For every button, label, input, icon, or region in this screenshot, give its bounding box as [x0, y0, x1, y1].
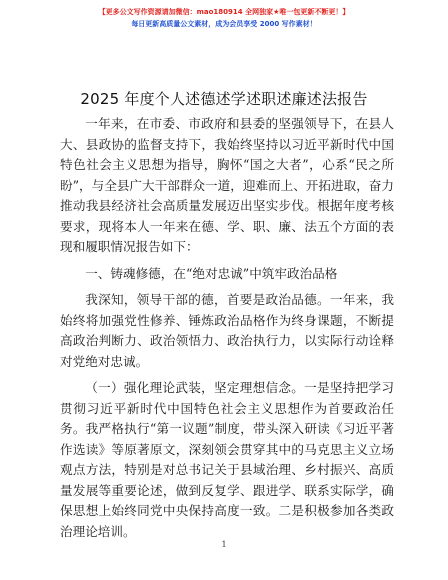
promo-banner-line-2: 每日更新高质量公文素材，成为会员享受 2000 写作素材！: [131, 20, 317, 28]
intro-paragraph: 一年来，在市委、市政府和县委的坚强领导下，在县人大、县政协的监督支持下，我始终坚持以习近平新时代中国特色社会主义思想为指导，胸怀“国之大者”，心系“民之所盼”，与全县广大干部群众一道，迎难而上、开拓进取，奋力推动我县经济社会高质量发展迈出坚实步伐。根据年度考核要求，现将本人一年来在德、学、职、廉、法五个方面的表现和履职情况报告如下：: [60, 116, 394, 254]
subsection-paragraph: （一）强化理论武装，坚定理想信念。一是坚持把学习贯彻习近平新时代中国特色社会主义思想作为首要政治任务。我严格执行“第一议题”制度，带头深入研读《习近平著作选读》等原著原文，深刻领会贯穿其中的马克思主义立场观点方法，特别是对总书记关于县域治理、乡村振兴、高质量发展等重要论述，做到反复学、跟进学、联系实际学，确保思想上始终同党中央保持高度一致。二是积极参加各类政治理论培训。: [60, 380, 394, 539]
promo-banner: [0, 6, 448, 30]
section-heading: 一、铸魂修德，在“绝对忠诚”中筑牢政治品格: [85, 265, 338, 281]
document-body: [60, 114, 394, 542]
page-number: 1: [221, 540, 227, 549]
document-title: 2025 年度个人述德述学述职述廉述法报告: [80, 90, 368, 108]
promo-banner-line-1: 【更多公文写作资源请加微信：mao180914 全网独家★唯一包更新不断更！】: [98, 8, 350, 16]
section-paragraph: 我深知，领导干部的德，首要是政治品德。一年来，我始终将加强党性修养、锤炼政治品格作为终身课题，不断提高政治判断力、政治领悟力、政治执行力，以实际行动诠释对党绝对忠诚。: [60, 292, 394, 369]
